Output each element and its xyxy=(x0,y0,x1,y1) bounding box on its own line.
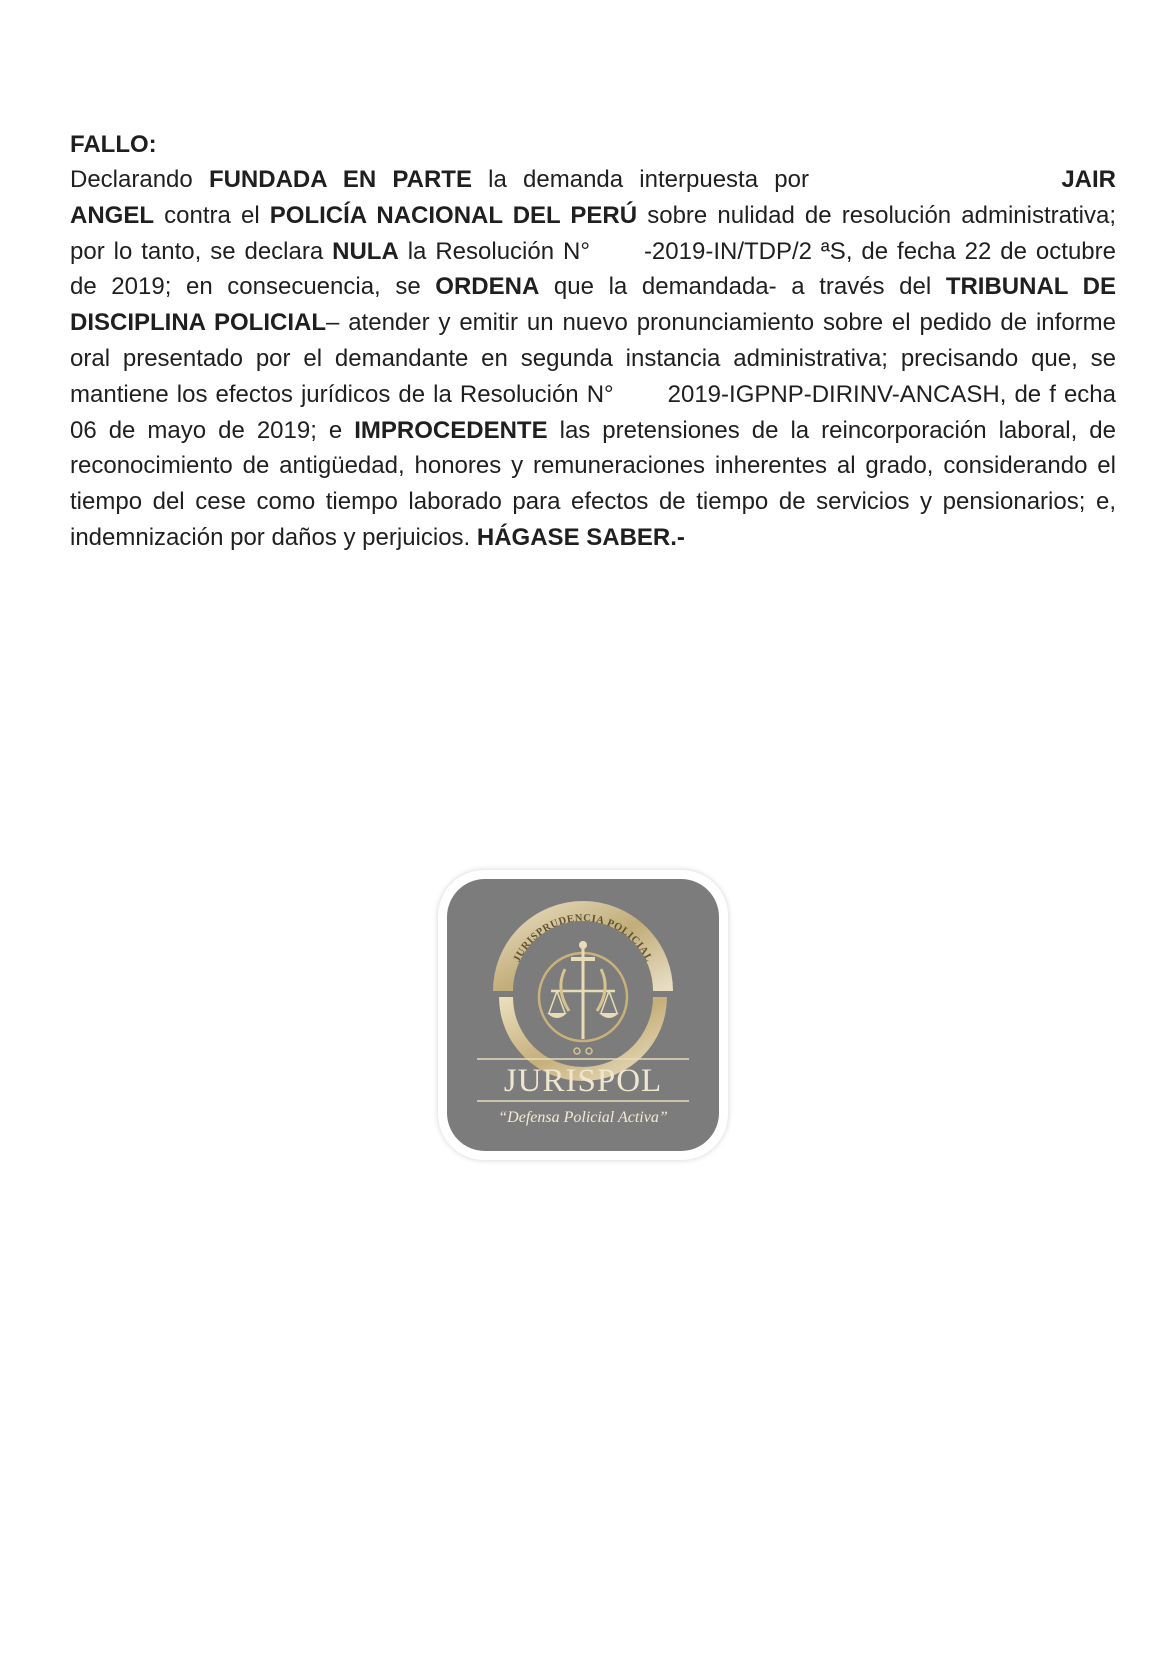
logo-wordmark: JURISPOL xyxy=(503,1063,663,1099)
logo-background xyxy=(447,879,719,1151)
text-run: que la demandada- a través del xyxy=(539,273,946,301)
text-run-bold: FUNDADA EN PARTE xyxy=(208,166,472,193)
text-run: sobre nulidad de resolución administrativa; por lo tanto, se declara xyxy=(70,201,1116,265)
text-run: Declarando xyxy=(70,166,209,193)
text-run-bold: NULA xyxy=(332,237,399,265)
text-run-bold: IMPROCEDENTE xyxy=(354,416,548,444)
redacted-name xyxy=(825,186,1045,187)
document-body xyxy=(70,128,1116,556)
text-run-bold: HÁGASE SABER.- xyxy=(476,523,685,551)
text-run: 2019-IGPNP-DIRINV-ANCASH, de f echa 06 de mayo de 2019; e xyxy=(70,380,1116,444)
logo-arc-text: JURISPRUDENCIA POLICIAL xyxy=(511,912,655,964)
ruling-paragraph xyxy=(70,162,1116,556)
section-heading: FALLO: xyxy=(70,131,157,158)
logo-slogan: “Defensa Policial Activa” xyxy=(498,1109,668,1126)
text-run: -2019-IN/TDP/2 ªS, de fecha 22 de octubre de 2019; en consecuencia, se xyxy=(70,237,1116,301)
text-run-bold: TRIBUNAL DE DISCIPLINA POLICIAL xyxy=(70,273,1116,337)
jurispol-logo-card xyxy=(438,870,728,1160)
text-run-bold: ORDENA xyxy=(435,273,540,301)
text-run: las pretensiones de la reincorporación laboral, de reconocimiento de antigüedad, honores y remuneraciones inherentes al grado, considerando el tiempo del cese como tiempo laborado para efectos de tiempo de servicios y pensionarios; e, indemnización por daños y perjuicios. xyxy=(70,416,1116,551)
text-run: – atender y emitir un nuevo pronunciamiento sobre el pedido de informe oral presentado por el demandante en segunda instancia administrativa; precisando que, se mantiene los efectos jurídicos de la Resolución N° xyxy=(70,309,1117,408)
text-run: la demanda interpuesta por xyxy=(471,166,826,193)
text-run: la Resolución N° xyxy=(398,237,590,265)
text-run: contra el xyxy=(154,201,270,229)
text-run-bold: POLICÍA NACIONAL DEL PERÚ xyxy=(269,201,638,229)
text-run-bold: JAIR ANGEL xyxy=(70,166,1117,229)
